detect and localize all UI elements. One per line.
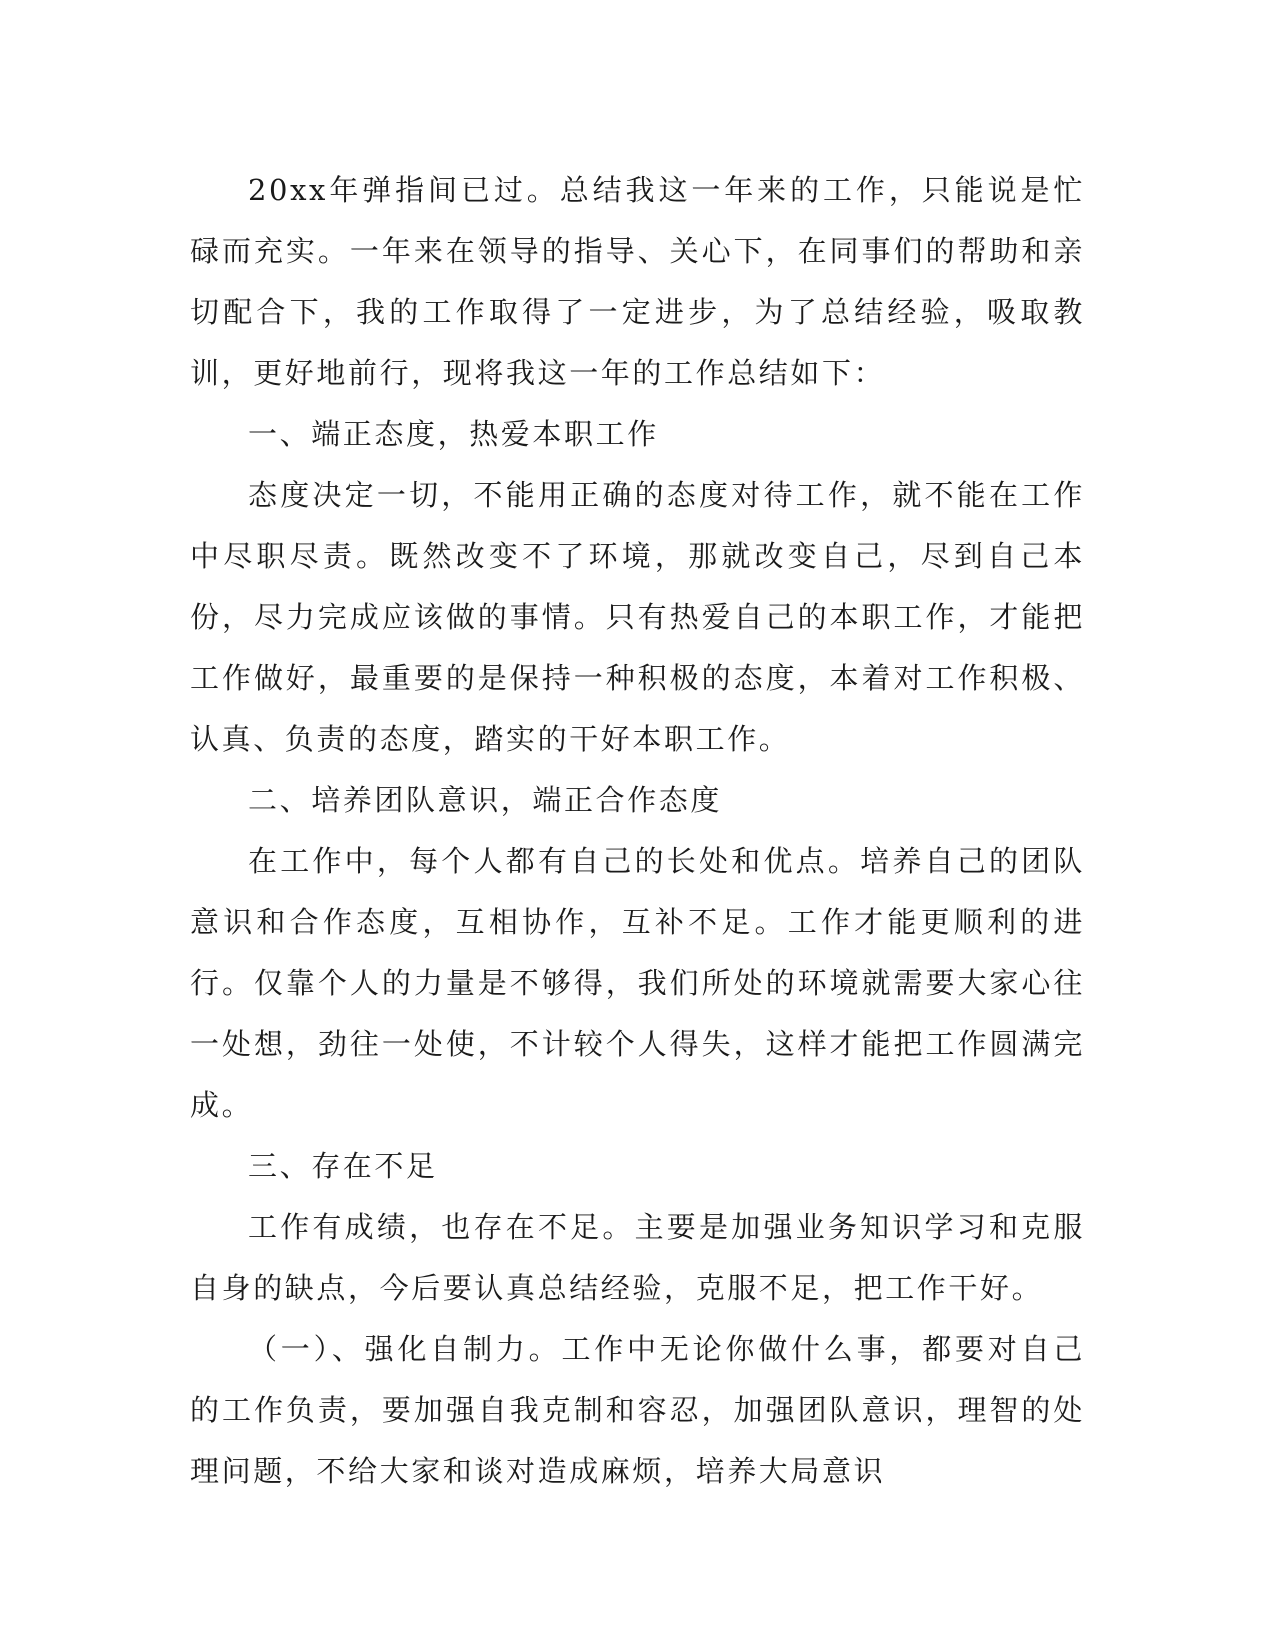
- document-body: [190, 160, 1085, 1502]
- subsection-1-paragraph: （一）、强化自制力。工作中无论你做什么事，都要对自己的工作负责，要加强自我克制和容忍，加强团队意识，理智的处理问题，不给大家和谈对造成麻烦，培养大局意识: [190, 1332, 1085, 1488]
- section-heading-1: 一、端正态度，热爱本职工作: [248, 417, 659, 451]
- section-3-paragraph: 工作有成绩，也存在不足。主要是加强业务知识学习和克服自身的缺点，今后要认真总结经验，克服不足，把工作干好。: [190, 1210, 1085, 1305]
- section-1-paragraph: 态度决定一切，不能用正确的态度对待工作，就不能在工作中尽职尽责。既然改变不了环境，那就改变自己，尽到自己本份，尽力完成应该做的事情。只有热爱自己的本职工作，才能把工作做好，最重要的是保持一种积极的态度，本着对工作积极、认真、负责的态度，踏实的干好本职工作。: [190, 478, 1085, 756]
- intro-paragraph: 20xx年弹指间已过。总结我这一年来的工作，只能说是忙碌而充实。一年来在领导的指导、关心下，在同事们的帮助和亲切配合下，我的工作取得了一定进步，为了总结经验，吸取教训，更好地前行，现将我这一年的工作总结如下：: [190, 173, 1085, 390]
- section-heading-3: 三、存在不足: [248, 1149, 438, 1183]
- section-heading-2: 二、培养团队意识，端正合作态度: [248, 783, 723, 817]
- section-2-paragraph: 在工作中，每个人都有自己的长处和优点。培养自己的团队意识和合作态度，互相协作，互补不足。工作才能更顺利的进行。仅靠个人的力量是不够得，我们所处的环境就需要大家心往一处想，劲往一处使，不计较个人得失，这样才能把工作圆满完成。: [190, 844, 1085, 1122]
